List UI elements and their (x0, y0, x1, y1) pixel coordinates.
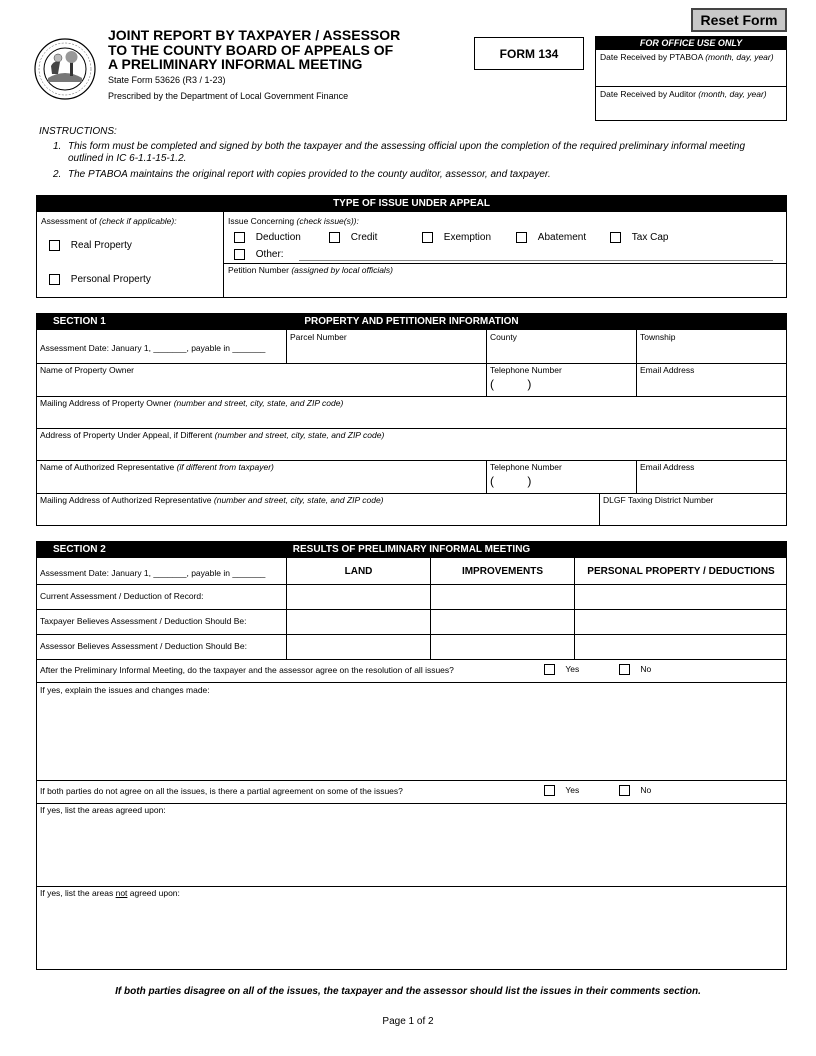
owner-mailing-address-label (40, 398, 343, 408)
areas-not-agreed-emphasis: not (115, 888, 128, 898)
instructions (39, 126, 779, 185)
address-hint: (number and street, city, state, and ZIP code) (173, 398, 344, 408)
rep-name-hint: (if different from taxpayer) (176, 462, 274, 472)
partial-no-checkbox[interactable] (619, 785, 630, 796)
title-line-1: JOINT REPORT BY TAXPAYER / ASSESSOR (108, 27, 401, 43)
rep-name-label (40, 462, 274, 472)
section-1 (36, 313, 787, 526)
footer-note: If both parties disagree on all of the issues, the taxpayer and the assessor should list the issues in their comments section. (115, 986, 701, 997)
office-use-heading: FOR OFFICE USE ONLY (596, 37, 786, 50)
issue-option-deduction[interactable] (234, 232, 301, 243)
agree-no-label: No (640, 664, 652, 674)
title-line-2: TO THE COUNTY BOARD OF APPEALS OF (108, 41, 394, 58)
address-hint: (number and street, city, state, and ZIP code) (214, 430, 385, 440)
personal-property-checkbox[interactable] (49, 274, 60, 285)
rep-mailing-address-text: Mailing Address of Authorized Representative (40, 495, 212, 505)
other-issue-input[interactable] (299, 260, 773, 261)
explain-changes-input[interactable] (38, 697, 786, 779)
instruction-item (53, 141, 779, 165)
rep-telephone-area-code[interactable]: ( ) (490, 474, 532, 488)
section-2-title: RESULTS OF PRELIMINARY INFORMAL MEETING (292, 544, 531, 555)
instruction-text: This form must be completed and signed by both the taxpayer and the assessing official upon the completion of the required preliminary informal meeting outlined in IC 6-1.1-15-1.2. (68, 141, 746, 164)
auditor-date-label: Date Received by Auditor (600, 89, 696, 99)
instruction-text: The PTABOA maintains the original report with copies provided to the county auditor, assessor, and taxpayer. (68, 169, 551, 180)
ptaboa-date-field[interactable] (596, 50, 786, 86)
areas-not-agreed-label (40, 888, 180, 898)
agree-no-option[interactable] (619, 664, 651, 675)
agree-yes-label: Yes (565, 664, 580, 674)
ptaboa-date-hint: (month, day, year) (705, 52, 774, 62)
rep-name-text: Name of Authorized Representative (40, 462, 175, 472)
property-address-text: Address of Property Under Appeal, if Different (40, 430, 213, 440)
partial-yes-checkbox[interactable] (544, 785, 555, 796)
assessment-of-label (41, 216, 177, 226)
real-property-label: Real Property (70, 240, 132, 252)
rep-telephone-label: Telephone Number (490, 462, 562, 472)
township-label: Township (640, 332, 676, 342)
instruction-item (53, 169, 779, 181)
issue-option-abatement[interactable] (516, 232, 586, 243)
state-form-number: State Form 53626 (R3 / 1-23) (108, 75, 226, 85)
auditor-date-field[interactable] (596, 86, 786, 122)
reset-form-button[interactable]: Reset Form (691, 8, 787, 32)
personal-property-label: Personal Property (70, 274, 151, 286)
other-label: Other: (255, 249, 284, 261)
section-1-label: SECTION 1 (53, 316, 106, 327)
section-1-assessment-date[interactable]: Assessment Date: January 1, _______, payable in _______ (40, 343, 266, 353)
taxpayer-improvements-input[interactable] (431, 610, 574, 634)
section-2 (36, 541, 787, 970)
issue-type-section (36, 195, 787, 298)
office-use-box (595, 36, 787, 121)
partial-no-label: No (640, 785, 652, 795)
areas-agreed-input[interactable] (38, 817, 786, 885)
assessor-personal-input[interactable] (575, 635, 787, 659)
areas-not-agreed-input[interactable] (38, 900, 786, 969)
title-line-3: A PRELIMINARY INFORMAL MEETING (108, 56, 363, 72)
agree-yes-option[interactable] (544, 664, 579, 675)
county-label: County (490, 332, 517, 342)
taxpayer-land-input[interactable] (287, 610, 430, 634)
real-property-checkbox[interactable] (49, 240, 60, 251)
partial-agreement-question: If both parties do not agree on all the issues, is there a partial agreement on some of the issues? (40, 786, 403, 796)
dlgf-district-label: DLGF Taxing District Number (603, 495, 714, 505)
issue-concerning-label (228, 216, 359, 226)
exemption-label: Exemption (443, 232, 492, 244)
indiana-state-seal-icon (34, 38, 96, 100)
petition-number-input[interactable] (224, 276, 786, 297)
areas-not-agreed-suffix: agreed upon: (127, 888, 180, 898)
explain-changes-label: If yes, explain the issues and changes made: (40, 685, 210, 695)
address-hint: (number and street, city, state, and ZIP code) (213, 495, 384, 505)
real-property-option[interactable] (49, 240, 132, 251)
current-assessment-label: Current Assessment / Deduction of Record: (40, 591, 204, 601)
page-number: Page 1 of 2 (382, 1016, 434, 1027)
issue-option-tax-cap[interactable] (610, 232, 668, 243)
parcel-number-label: Parcel Number (290, 332, 347, 342)
taxpayer-believes-label: Taxpayer Believes Assessment / Deduction Should Be: (40, 616, 247, 626)
abatement-checkbox[interactable] (516, 232, 527, 243)
exemption-checkbox[interactable] (422, 232, 433, 243)
auditor-date-hint: (month, day, year) (698, 89, 767, 99)
issue-option-credit[interactable] (329, 232, 377, 243)
petition-number-label (228, 265, 393, 275)
deduction-label: Deduction (255, 232, 301, 244)
issue-type-heading: TYPE OF ISSUE UNDER APPEAL (333, 198, 490, 209)
partial-no-option[interactable] (619, 785, 651, 796)
assessor-land-input[interactable] (287, 635, 430, 659)
owner-mailing-address-text: Mailing Address of Property Owner (40, 398, 172, 408)
deduction-checkbox[interactable] (234, 232, 245, 243)
current-land-input[interactable] (287, 585, 430, 609)
partial-yes-label: Yes (565, 785, 580, 795)
assessor-believes-label: Assessor Believes Assessment / Deduction Should Be: (40, 641, 247, 651)
instructions-heading: INSTRUCTIONS: (39, 126, 117, 137)
section-1-title: PROPERTY AND PETITIONER INFORMATION (304, 316, 519, 327)
column-land: LAND (344, 566, 373, 577)
section-1-heading-bar (37, 314, 786, 330)
assessment-of-text: Assessment of (41, 216, 97, 226)
instruction-number: 1. (53, 141, 62, 152)
taxpayer-personal-input[interactable] (575, 610, 787, 634)
owner-email-label: Email Address (640, 365, 695, 375)
section-2-heading-bar (37, 542, 786, 558)
form-number-box: FORM 134 (474, 37, 584, 70)
column-improvements: IMPROVEMENTS (461, 566, 544, 577)
areas-agreed-label: If yes, list the areas agreed upon: (40, 805, 166, 815)
tax-cap-label: Tax Cap (631, 232, 669, 244)
issue-type-heading-bar (37, 196, 786, 212)
issue-option-exemption[interactable] (422, 232, 491, 243)
credit-label: Credit (350, 232, 378, 244)
other-checkbox[interactable] (234, 249, 245, 260)
petition-number-hint: (assigned by local officials) (291, 265, 393, 275)
owner-telephone-area-code[interactable]: ( ) (490, 377, 532, 391)
ptaboa-date-label: Date Received by PTABOA (600, 52, 703, 62)
owner-telephone-label: Telephone Number (490, 365, 562, 375)
issue-concerning-text: Issue Concerning (228, 216, 295, 226)
assessment-of-hint: (check if applicable): (99, 216, 177, 226)
issue-concerning-hint: (check issue(s)): (296, 216, 359, 226)
rep-email-label: Email Address (640, 462, 695, 472)
petition-number-text: Petition Number (228, 265, 289, 275)
instruction-number: 2. (53, 169, 62, 180)
column-personal-property: PERSONAL PROPERTY / DEDUCTIONS (587, 566, 775, 577)
section-2-assessment-date[interactable]: Assessment Date: January 1, _______, payable in _______ (40, 568, 266, 578)
current-improvements-input[interactable] (431, 585, 574, 609)
property-address-label (40, 430, 384, 440)
agree-no-checkbox[interactable] (619, 664, 630, 675)
section-2-label: SECTION 2 (53, 544, 106, 555)
areas-not-agreed-prefix: If yes, list the areas (40, 888, 116, 898)
issue-option-other[interactable] (234, 249, 284, 260)
abatement-label: Abatement (537, 232, 587, 244)
agree-yes-checkbox[interactable] (544, 664, 555, 675)
current-personal-input[interactable] (575, 585, 787, 609)
credit-checkbox[interactable] (329, 232, 340, 243)
partial-yes-option[interactable] (544, 785, 579, 796)
assessor-improvements-input[interactable] (431, 635, 574, 659)
tax-cap-checkbox[interactable] (610, 232, 621, 243)
prescribed-by: Prescribed by the Department of Local Government Finance (108, 91, 349, 101)
form-title (108, 28, 400, 72)
agree-question: After the Preliminary Informal Meeting, do the taxpayer and the assessor agree on the resolution of all issues? (40, 665, 454, 675)
personal-property-option[interactable] (49, 274, 151, 285)
owner-name-label: Name of Property Owner (40, 365, 135, 375)
rep-mailing-address-label (40, 495, 384, 505)
